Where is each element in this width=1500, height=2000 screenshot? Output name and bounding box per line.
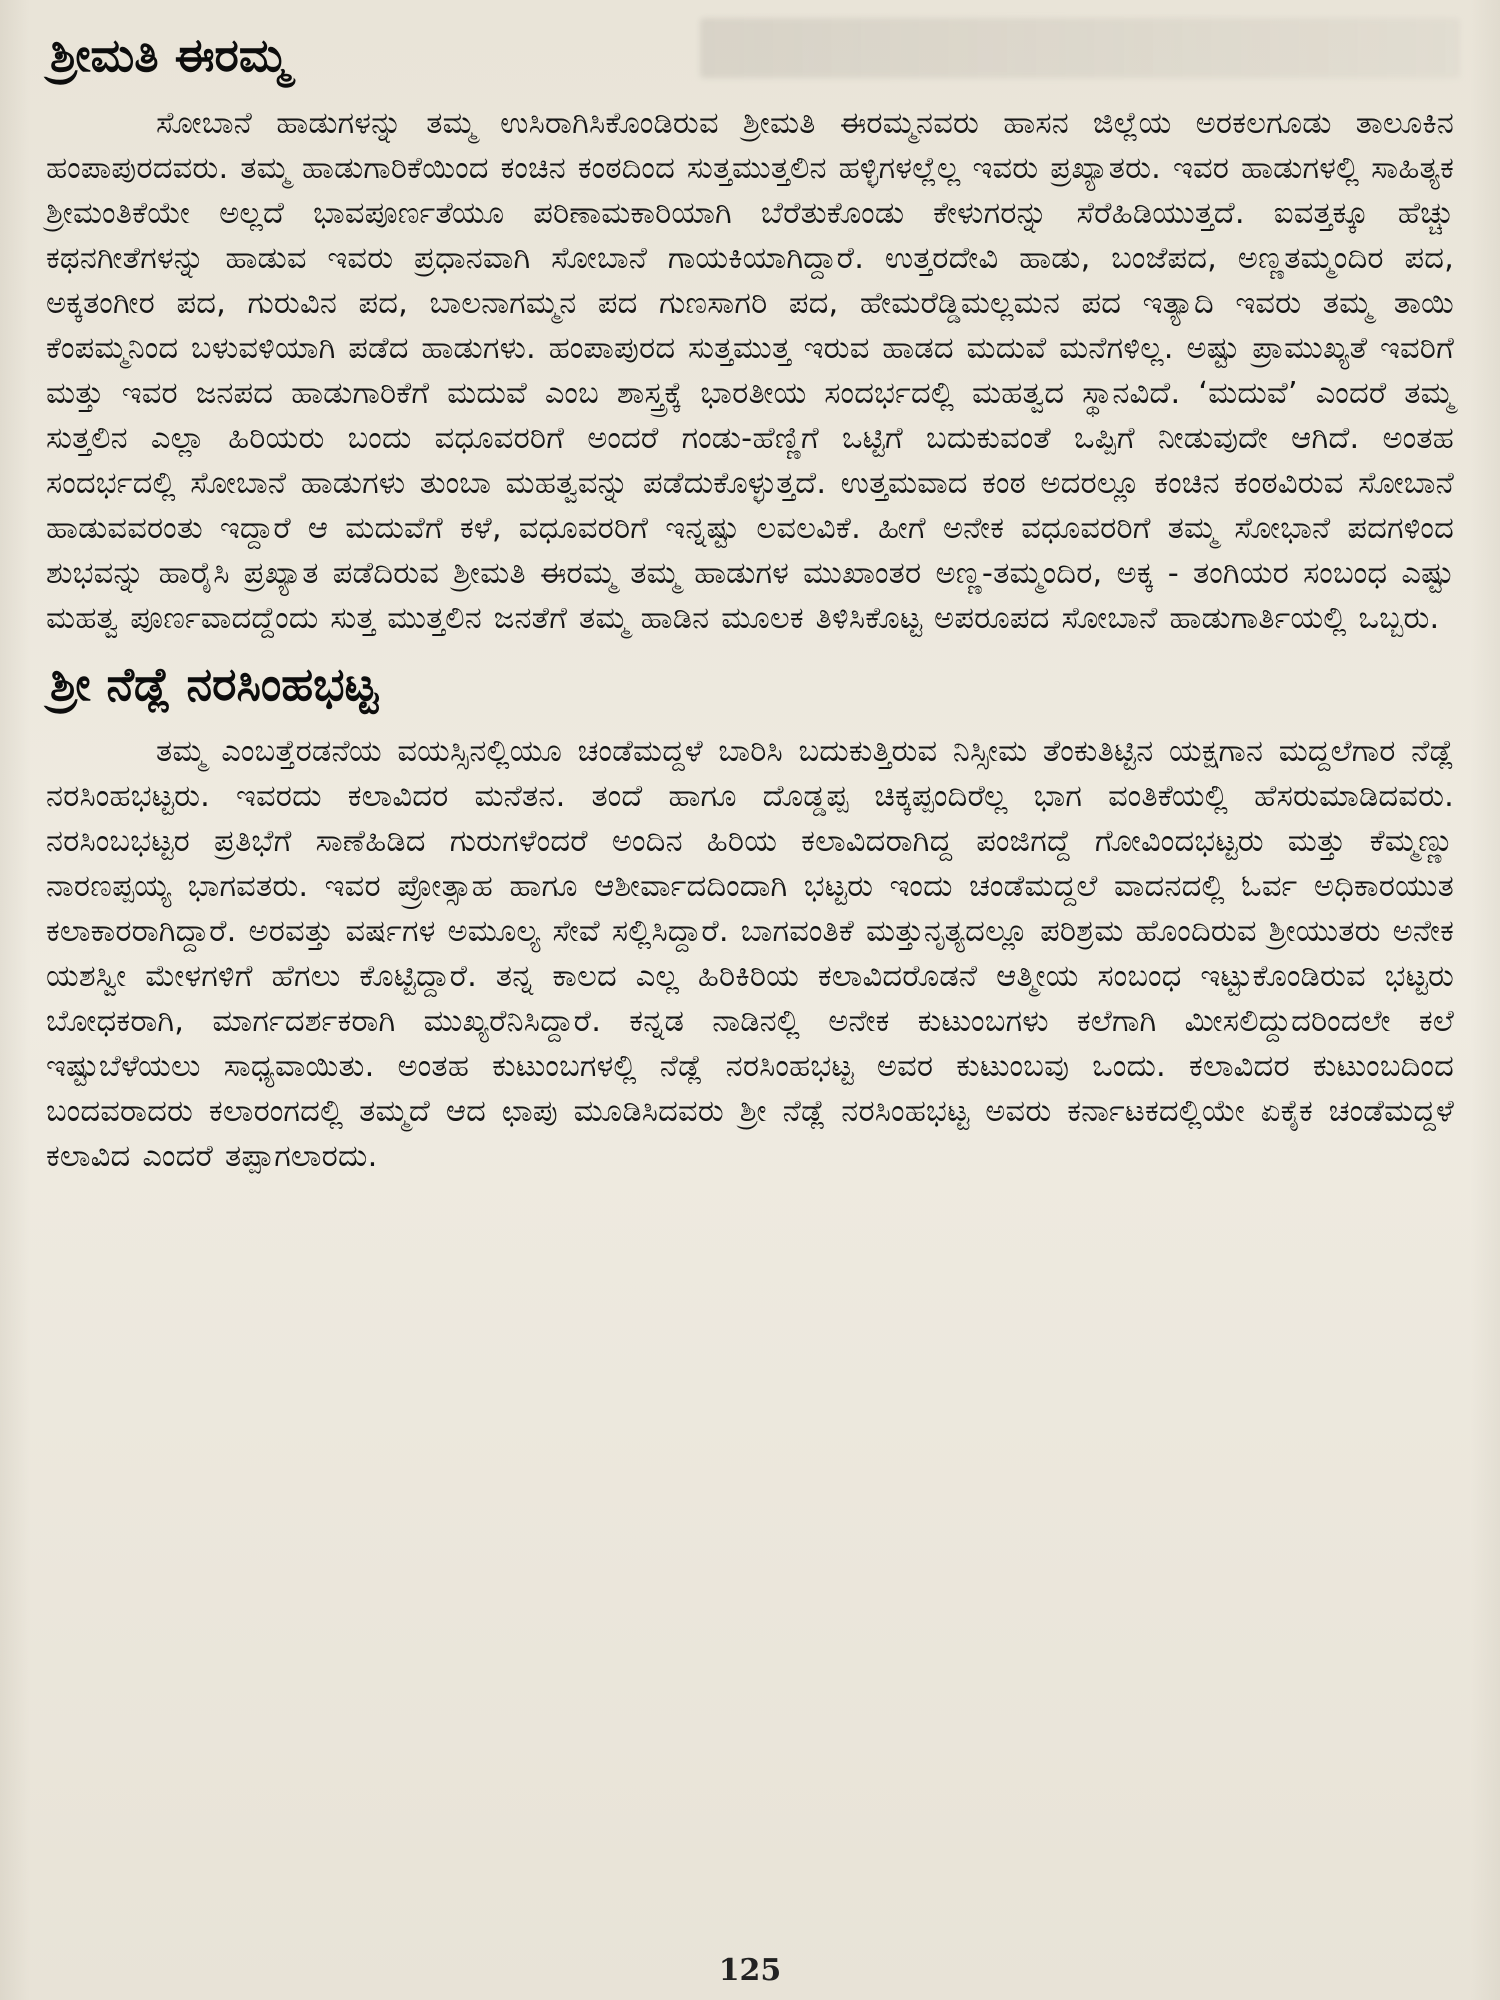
page-number: 125 xyxy=(718,1953,782,1988)
section-eeramma xyxy=(46,30,1454,641)
section-body: ಸೋಬಾನೆ ಹಾಡುಗಳನ್ನು ತಮ್ಮ ಉಸಿರಾಗಿಸಿಕೊಂಡಿರುವ ಶ್ರೀಮತಿ ಈರಮ್ಮನವರು ಹಾಸನ ಜಿಲ್ಲೆಯ ಅರಕಲಗೂಡು ತಾಲೂಕಿನ ಹಂಪಾಪುರದವರು. ತಮ್ಮ ಹಾಡುಗಾರಿಕೆಯಿಂದ ಕಂಚಿನ ಕಂಠದಿಂದ ಸುತ್ತಮುತ್ತಲಿನ ಹಳ್ಳಿಗಳಲ್ಲೆಲ್ಲ ಇವರು ಪ್ರಖ್ಯಾತರು. ಇವರ ಹಾಡುಗಳಲ್ಲಿ ಸಾಹಿತ್ಯಕ ಶ್ರೀಮಂತಿಕೆಯೇ ಅಲ್ಲದೆ ಭಾವಪೂರ್ಣತೆಯೂ ಪರಿಣಾಮಕಾರಿಯಾಗಿ ಬೆರೆತುಕೊಂಡು ಕೇಳುಗರನ್ನು ಸೆರೆಹಿಡಿಯುತ್ತದೆ. ಐವತ್ತಕ್ಕೂ ಹೆಚ್ಚು ಕಥನಗೀತೆಗಳನ್ನು ಹಾಡುವ ಇವರು ಪ್ರಧಾನವಾಗಿ ಸೋಬಾನೆ ಗಾಯಕಿಯಾಗಿದ್ದಾರೆ. ಉತ್ತರದೇವಿ ಹಾಡು, ಬಂಜೆಪದ, ಅಣ್ಣತಮ್ಮಂದಿರ ಪದ, ಅಕ್ಕತಂಗೀರ ಪದ, ಗುರುವಿನ ಪದ, ಬಾಲನಾಗಮ್ಮನ ಪದ ಗುಣಸಾಗರಿ ಪದ, ಹೇಮರೆಡ್ಡಿಮಲ್ಲಮನ ಪದ ಇತ್ಯಾದಿ ಇವರು ತಮ್ಮ ತಾಯಿ ಕೆಂಪಮ್ಮನಿಂದ ಬಳುವಳಿಯಾಗಿ ಪಡೆದ ಹಾಡುಗಳು. ಹಂಪಾಪುರದ ಸುತ್ತಮುತ್ತ ಇರುವ ಹಾಡದ ಮದುವೆ ಮನೆಗಳಿಲ್ಲ. ಅಷ್ಟು ಪ್ರಾಮುಖ್ಯತೆ ಇವರಿಗೆ ಮತ್ತು ಇವರ ಜನಪದ ಹಾಡುಗಾರಿಕೆಗೆ ಮದುವೆ ಎಂಬ ಶಾಸ್ತ್ರಕ್ಕೆ ಭಾರತೀಯ ಸಂದರ್ಭದಲ್ಲಿ ಮಹತ್ವದ ಸ್ಥಾನವಿದೆ. ‘ಮದುವೆ’ ಎಂದರೆ ತಮ್ಮ ಸುತ್ತಲಿನ ಎಲ್ಲಾ ಹಿರಿಯರು ಬಂದು ವಧೂವರರಿಗೆ ಅಂದರೆ ಗಂಡು-ಹೆಣ್ಣಿಗೆ ಒಟ್ಟಿಗೆ ಬದುಕುವಂತೆ ಒಪ್ಪಿಗೆ ನೀಡುವುದೇ ಆಗಿದೆ. ಅಂತಹ ಸಂದರ್ಭದಲ್ಲಿ ಸೋಬಾನೆ ಹಾಡುಗಳು ತುಂಬಾ ಮಹತ್ವವನ್ನು ಪಡೆದುಕೊಳ್ಳುತ್ತದೆ. ಉತ್ತಮವಾದ ಕಂಠ ಅದರಲ್ಲೂ ಕಂಚಿನ ಕಂಠವಿರುವ ಸೋಬಾನೆ ಹಾಡುವವರಂತು ಇದ್ದಾರೆ ಆ ಮದುವೆಗೆ ಕಳೆ, ವಧೂವರರಿಗೆ ಇನ್ನಷ್ಟು ಲವಲವಿಕೆ. ಹೀಗೆ ಅನೇಕ ವಧೂವರರಿಗೆ ತಮ್ಮ ಸೋಭಾನೆ ಪದಗಳಿಂದ ಶುಭವನ್ನು ಹಾರೈಸಿ ಪ್ರಖ್ಯಾತ ಪಡೆದಿರುವ ಶ್ರೀಮತಿ ಈರಮ್ಮ ತಮ್ಮ ಹಾಡುಗಳ ಮುಖಾಂತರ ಅಣ್ಣ-ತಮ್ಮಂದಿರ, ಅಕ್ಕ - ತಂಗಿಯರ ಸಂಬಂಧ ಎಷ್ಟು ಮಹತ್ವ ಪೂರ್ಣವಾದದ್ದೆಂದು ಸುತ್ತ ಮುತ್ತಲಿನ ಜನತೆಗೆ ತಮ್ಮ ಹಾಡಿನ ಮೂಲಕ ತಿಳಿಸಿಕೊಟ್ಟ ಅಪರೂಪದ ಸೋಬಾನೆ ಹಾಡುಗಾರ್ತಿಯಲ್ಲಿ ಒಬ್ಬರು. xyxy=(46,105,1454,636)
section-narasimhabhatta xyxy=(46,656,1454,1180)
section-heading: ಶ್ರೀ ನೆಡ್ಲೆ ನರಸಿಂಹಭಟ್ಟ xyxy=(50,656,378,711)
section-body: ತಮ್ಮ ಎಂಬತ್ತೆರಡನೆಯ ವಯಸ್ಸಿನಲ್ಲಿಯೂ ಚಂಡೆಮದ್ದಳೆ ಬಾರಿಸಿ ಬದುಕುತ್ತಿರುವ ನಿಸ್ಸೀಮ ತೆಂಕುತಿಟ್ಟಿನ ಯಕ್ಷಗಾನ ಮದ್ದಲೆಗಾರ ನೆಡ್ಲೆ ನರಸಿಂಹಭಟ್ಟರು. ಇವರದು ಕಲಾವಿದರ ಮನೆತನ. ತಂದೆ ಹಾಗೂ ದೊಡ್ಡಪ್ಪ ಚಿಕ್ಕಪ್ಪಂದಿರೆಲ್ಲ ಭಾಗ ವಂತಿಕೆಯಲ್ಲಿ ಹೆಸರುಮಾಡಿದವರು. ನರಸಿಂಬಭಟ್ಟರ ಪ್ರತಿಭೆಗೆ ಸಾಣೆಹಿಡಿದ ಗುರುಗಳೆಂದರೆ ಅಂದಿನ ಹಿರಿಯ ಕಲಾವಿದರಾಗಿದ್ದ ಪಂಜಿಗದ್ದೆ ಗೋವಿಂದಭಟ್ಟರು ಮತ್ತು ಕೆಮ್ಮಣ್ಣು ನಾರಣಪ್ಪಯ್ಯ ಭಾಗವತರು. ಇವರ ಪ್ರೋತ್ಸಾಹ ಹಾಗೂ ಆಶೀರ್ವಾದದಿಂದಾಗಿ ಭಟ್ಟರು ಇಂದು ಚಂಡೆಮದ್ದಲೆ ವಾದನದಲ್ಲಿ ಓರ್ವ ಅಧಿಕಾರಯುತ ಕಲಾಕಾರರಾಗಿದ್ದಾರೆ. ಅರವತ್ತು ವರ್ಷಗಳ ಅಮೂಲ್ಯ ಸೇವೆ ಸಲ್ಲಿಸಿದ್ದಾರೆ. ಬಾಗವಂತಿಕೆ ಮತ್ತುನೃತ್ಯದಲ್ಲೂ ಪರಿಶ್ರಮ ಹೊಂದಿರುವ ಶ್ರೀಯುತರು ಅನೇಕ ಯಶಸ್ವೀ ಮೇಳಗಳಿಗೆ ಹೆಗಲು ಕೊಟ್ಟಿದ್ದಾರೆ. ತನ್ನ ಕಾಲದ ಎಲ್ಲ ಹಿರಿಕಿರಿಯ ಕಲಾವಿದರೊಡನೆ ಆತ್ಮೀಯ ಸಂಬಂಧ ಇಟ್ಟುಕೊಂಡಿರುವ ಭಟ್ಟರು ಬೋಧಕರಾಗಿ, ಮಾರ್ಗದರ್ಶಕರಾಗಿ ಮುಖ್ಯರೆನಿಸಿದ್ದಾರೆ. ಕನ್ನಡ ನಾಡಿನಲ್ಲಿ ಅನೇಕ ಕುಟುಂಬಗಳು ಕಲೆಗಾಗಿ ಮೀಸಲಿದ್ದುದರಿಂದಲೇ ಕಲೆ ಇಷ್ಟುಬೆಳೆಯಲು ಸಾಧ್ಯವಾಯಿತು. ಅಂತಹ ಕುಟುಂಬಗಳಲ್ಲಿ ನೆಡ್ಲೆ ನರಸಿಂಹಭಟ್ಟ ಅವರ ಕುಟುಂಬವು ಒಂದು. ಕಲಾವಿದರ ಕುಟುಂಬದಿಂದ ಬಂದವರಾದರು ಕಲಾರಂಗದಲ್ಲಿ ತಮ್ಮದೆ ಆದ ಛಾಪು ಮೂಡಿಸಿದವರು ಶ್ರೀ ನೆಡ್ಲೆ ನರಸಿಂಹಭಟ್ಟ ಅವರು ಕರ್ನಾಟಕದಲ್ಲಿಯೇ ಏಕೈಕ ಚಂಡೆಮದ್ದಳೆ ಕಲಾವಿದ ಎಂದರೆ ತಪ್ಪಾಗಲಾರದು. xyxy=(46,734,1454,1175)
section-heading: ಶ್ರೀಮತಿ ಈರಮ್ಮ xyxy=(50,28,289,82)
